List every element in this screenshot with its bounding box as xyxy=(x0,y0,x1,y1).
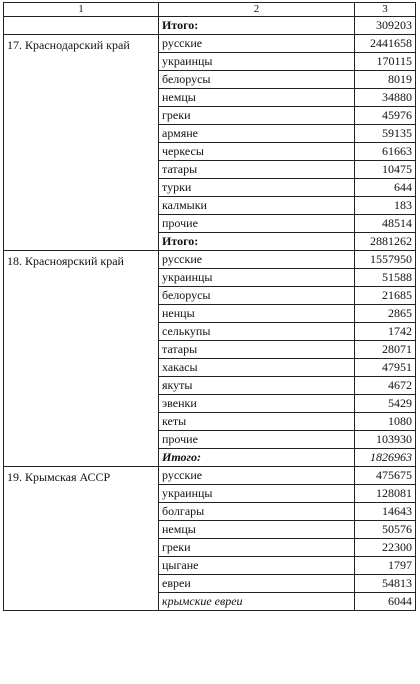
population-value: 644 xyxy=(355,179,416,197)
population-value: 103930 xyxy=(355,431,416,449)
region-total-value: 1826963 xyxy=(355,449,416,467)
population-value: 2441658 xyxy=(355,35,416,53)
table-row xyxy=(4,251,416,269)
population-value: 475675 xyxy=(355,467,416,485)
empty-region-cell xyxy=(4,17,159,35)
nationality-label: украинцы xyxy=(159,53,355,71)
population-value: 28071 xyxy=(355,341,416,359)
nationality-label: белорусы xyxy=(159,71,355,89)
population-value: 50576 xyxy=(355,521,416,539)
nationality-label: эвенки xyxy=(159,395,355,413)
column-number-3: 3 xyxy=(355,3,416,17)
population-value: 14643 xyxy=(355,503,416,521)
region-total-label: Итого: xyxy=(159,233,355,251)
population-value: 4672 xyxy=(355,377,416,395)
nationality-label: турки xyxy=(159,179,355,197)
nationality-label: черкесы xyxy=(159,143,355,161)
population-value: 1797 xyxy=(355,557,416,575)
nationality-label: селькупы xyxy=(159,323,355,341)
nationality-label: армяне xyxy=(159,125,355,143)
nationality-label: прочие xyxy=(159,215,355,233)
nationality-label: русские xyxy=(159,35,355,53)
nationality-label: украинцы xyxy=(159,269,355,287)
nationality-label: русские xyxy=(159,251,355,269)
carryover-total-label: Итого: xyxy=(159,17,355,35)
nationality-label: болгары xyxy=(159,503,355,521)
population-value: 59135 xyxy=(355,125,416,143)
document-page xyxy=(3,2,415,611)
nationality-label: ненцы xyxy=(159,305,355,323)
population-value: 6044 xyxy=(355,593,416,611)
nationality-label: греки xyxy=(159,107,355,125)
nationality-label: немцы xyxy=(159,521,355,539)
column-number-row xyxy=(4,3,416,17)
nationality-label: прочие xyxy=(159,431,355,449)
population-value: 183 xyxy=(355,197,416,215)
nationality-label: татары xyxy=(159,341,355,359)
nationality-label: якуты xyxy=(159,377,355,395)
population-value: 8019 xyxy=(355,71,416,89)
column-number-1: 1 xyxy=(4,3,159,17)
population-value: 2865 xyxy=(355,305,416,323)
nationality-label: татары xyxy=(159,161,355,179)
region-name: 19. Крымская АССР xyxy=(4,467,159,611)
nationality-label: кеты xyxy=(159,413,355,431)
population-value: 47951 xyxy=(355,359,416,377)
population-value: 1557950 xyxy=(355,251,416,269)
population-table-body xyxy=(4,3,416,611)
population-value: 61663 xyxy=(355,143,416,161)
nationality-label: греки xyxy=(159,539,355,557)
region-total-value: 2881262 xyxy=(355,233,416,251)
population-value: 21685 xyxy=(355,287,416,305)
nationality-label: русские xyxy=(159,467,355,485)
population-value: 51588 xyxy=(355,269,416,287)
table-row xyxy=(4,35,416,53)
nationality-label: крымские евреи xyxy=(159,593,355,611)
population-table xyxy=(3,2,416,611)
population-value: 45976 xyxy=(355,107,416,125)
region-name: 17. Краснодарский край xyxy=(4,35,159,251)
population-value: 1080 xyxy=(355,413,416,431)
nationality-label: белорусы xyxy=(159,287,355,305)
column-number-2: 2 xyxy=(159,3,355,17)
population-value: 48514 xyxy=(355,215,416,233)
region-total-label: Итого: xyxy=(159,449,355,467)
nationality-label: немцы xyxy=(159,89,355,107)
population-value: 34880 xyxy=(355,89,416,107)
carryover-total-row xyxy=(4,17,416,35)
region-name: 18. Красноярский край xyxy=(4,251,159,467)
nationality-label: украинцы xyxy=(159,485,355,503)
nationality-label: хакасы xyxy=(159,359,355,377)
table-row xyxy=(4,467,416,485)
population-value: 1742 xyxy=(355,323,416,341)
population-value: 54813 xyxy=(355,575,416,593)
nationality-label: евреи xyxy=(159,575,355,593)
population-value: 22300 xyxy=(355,539,416,557)
nationality-label: цыгане xyxy=(159,557,355,575)
population-value: 128081 xyxy=(355,485,416,503)
nationality-label: калмыки xyxy=(159,197,355,215)
population-value: 10475 xyxy=(355,161,416,179)
population-value: 5429 xyxy=(355,395,416,413)
carryover-total-value: 309203 xyxy=(355,17,416,35)
population-value: 170115 xyxy=(355,53,416,71)
